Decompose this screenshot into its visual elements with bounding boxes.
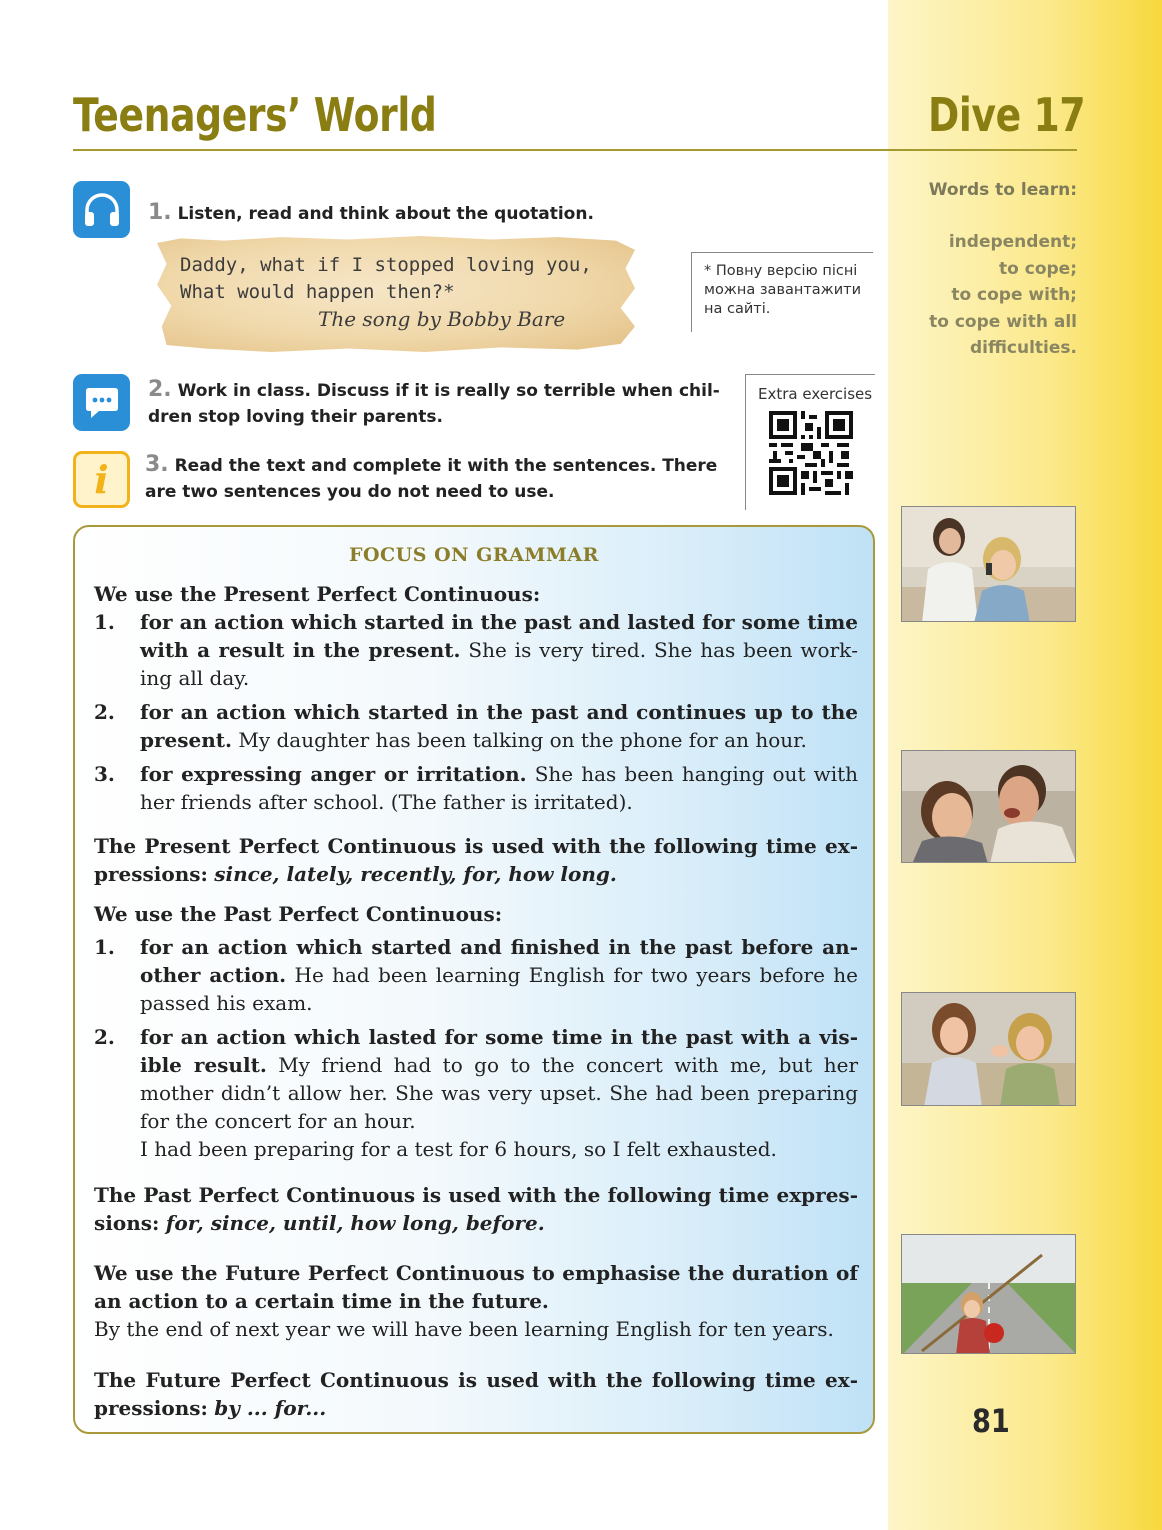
unit-title: Dive 17 [928,88,1086,142]
photo-father-son-arguing [901,750,1076,863]
grammar-rule-item [94,1023,858,1163]
exercise-2-instruction [148,377,720,430]
qr-panel [745,374,875,510]
words-to-learn-list [929,229,1077,362]
time-expressions [94,1366,858,1422]
rule-number: 1. [94,610,115,634]
exercise-text: dren stop loving their parents. [148,407,443,427]
rule-example: My daughter has been talking on the phone for an hour. [238,728,807,752]
rule-number: 2. [94,1025,115,1049]
grammar-rule-item [94,760,858,816]
future-rule: We use the Future Perfect Continuous to emphasise the duration of an action to a certain time in the future. [94,1261,858,1313]
word-item: independent; [948,232,1077,252]
word-item: to cope with all [929,311,1077,332]
word-item: to cope with; [951,285,1077,305]
expressions-text: The Future Perfect Continuous is used with the following time expressions: [94,1368,858,1420]
page-number: 81 [972,1402,1010,1440]
qr-code-icon[interactable] [769,411,853,495]
quote-line: Daddy, what if I stopped loving you, [180,254,592,276]
quote-line: What would happen then?* [180,281,455,303]
time-expressions [94,832,858,888]
rule-extra-example: I had been preparing for a test for 6 hours, so I felt exhausted. [140,1137,777,1161]
rule-number: 1. [94,935,115,959]
rule-example: He had been learning English for two years before he passed his exam. [140,963,858,1015]
expressions-text: The Past Perfect Continuous is used with the following time expressions: [94,1183,858,1235]
photo-mother-daughter-arguing [901,992,1076,1106]
exercise-1-instruction [148,200,594,227]
exercise-number: 1. [148,200,172,225]
grammar-intro: We use the Past Perfect Continuous: [94,902,503,926]
title-divider [73,149,1077,151]
quote-author: The song by Bobby Bare [318,307,566,331]
grammar-rule-item [94,698,858,754]
expressions-words: since, lately, recently, for, how long. [214,862,617,886]
rule-text: for an action which started in the past and continues up to the present. [140,700,858,752]
qr-label: Extra exercises [758,385,873,403]
exercise-text: Work in class. Discuss if it is really so terrible when chil- [177,381,720,401]
rule-example: My friend had to go to the concert with me, but her mother didn’t allow her. She was very upset. She had been preparing for the concert for an hour. [140,1053,858,1133]
footnote: * Повну версію пісні можна завантажити на сайті. [691,252,873,332]
grammar-rule-item [94,933,858,1017]
expressions-words: for, since, until, how long, before. [165,1211,545,1235]
photo-girl-on-road [901,1234,1076,1354]
word-item: to cope; [999,258,1077,279]
grammar-intro: We use the Present Perfect Continuous: [94,582,541,606]
grammar-rule-item [94,608,858,692]
exercise-number: 3. [145,452,169,477]
rule-number: 2. [94,700,115,724]
rule-example: She has been hanging out with her friends after school. (The father is irritated). [140,762,859,814]
future-example: By the end of next year we will have been learning English for ten years. [94,1317,834,1341]
exercise-text: Read the text and complete it with the sentences. There [174,456,718,476]
page-title: Teenagers’ World [73,88,437,142]
rule-example: She is very tired. She has been working all day. [140,638,859,690]
exercise-text: are two sentences you do not need to use. [145,482,555,502]
words-to-learn-heading: Words to learn: [928,180,1077,200]
info-icon: i [73,451,130,508]
rule-text: for expressing anger or irritation. [140,762,527,786]
rule-text: for an action which started and finished in the past before another action. [140,935,858,987]
word-item: difficulties. [969,338,1077,358]
focus-on-grammar-box [73,525,875,1434]
exercise-number: 2. [148,377,172,402]
exercise-text: Listen, read and think about the quotation. [177,204,594,224]
headphones-icon [73,181,130,238]
exercise-3-instruction [145,452,717,505]
rule-text: for an action which started in the past and lasted for some time with a result in the present. [140,610,858,662]
grammar-title: FOCUS ON GRAMMAR [349,544,599,566]
time-expressions [94,1181,858,1237]
rule-text: for an action which lasted for some time in the past with a visible result. [140,1025,858,1077]
speech-bubble-icon [73,374,130,431]
photo-mother-daughter-phone [901,506,1076,622]
expressions-words: by ... for... [214,1396,327,1420]
expressions-text: The Present Perfect Continuous is used with the following time expressions: [94,834,858,886]
rule-number: 3. [94,762,115,786]
